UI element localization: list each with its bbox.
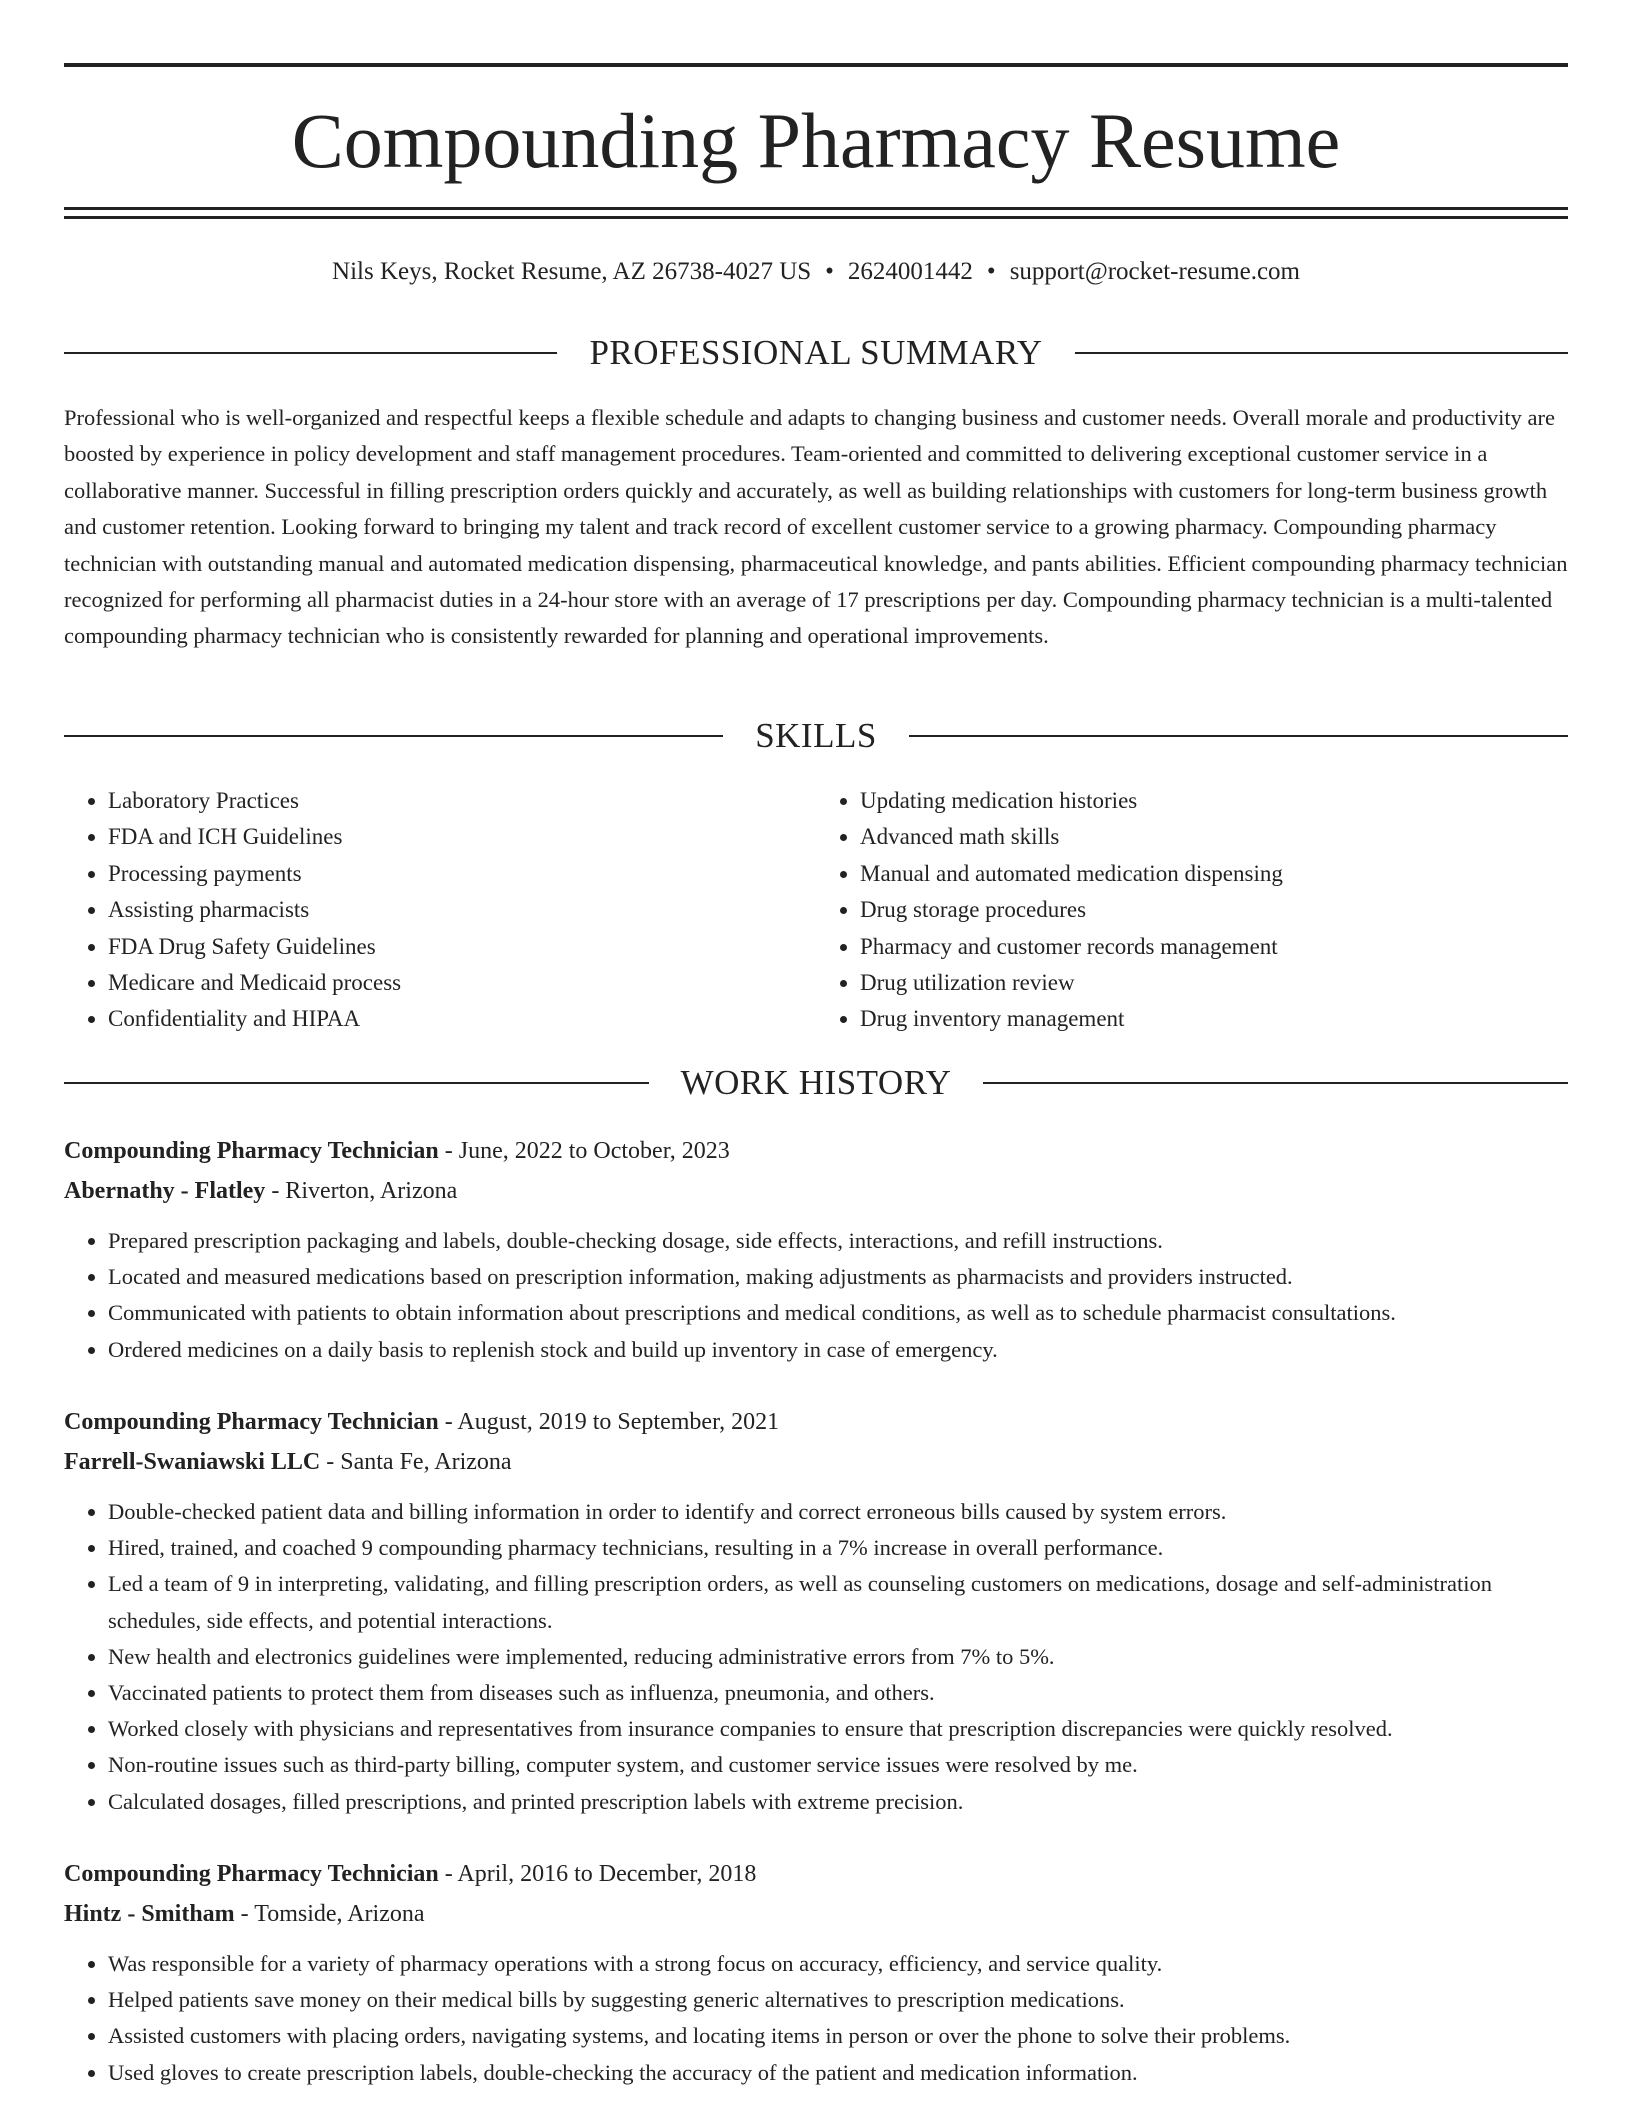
heading-rule xyxy=(909,735,1568,737)
job-bullet: • Used gloves to create prescription labels, double-checking the accuracy of the patient and medication information. xyxy=(108,2055,1568,2091)
skill-item: • Drug inventory management xyxy=(860,1001,1568,1037)
section-heading-skills xyxy=(64,714,1568,758)
job-bullets xyxy=(64,1494,1568,1820)
job-title-line xyxy=(64,1131,1568,1171)
job-dates: - June, 2022 to October, 2023 xyxy=(438,1138,730,1164)
job-company: Abernathy - Flatley xyxy=(64,1178,266,1204)
job-location: - Santa Fe, Arizona xyxy=(320,1449,512,1475)
job-bullet: • Worked closely with physicians and representatives from insurance companies to ensure that prescription discrepancies were quickly resolved. xyxy=(108,1711,1568,1747)
job-title-line xyxy=(64,1854,1568,1894)
job-company-line xyxy=(64,1171,1568,1211)
skill-item: • FDA Drug Safety Guidelines xyxy=(108,929,816,965)
summary-text: Professional who is well-organized and respectful keeps a flexible schedule and adapts to changing business and customer needs. Overall morale and productivity are boosted by experience in policy development and staff management procedures. Team-oriented and committed to delivering exceptional customer service in a collaborative manner. Successful in filling prescription orders quickly and accurately, as well as building relationships with customers for long-term business growth and customer retention. Looking forward to bringing my talent and track record of excellent customer service to a growing pharmacy. Compounding pharmacy technician with outstanding manual and automated medication dispensing, pharmaceutical knowledge, and pants abilities. Efficient compounding pharmacy technician recognized for performing all pharmacist duties in a 24-hour store with an average of 17 prescriptions per day. Compounding pharmacy technician is a multi-talented compounding pharmacy technician who is consistently rewarded for planning and operational improvements. xyxy=(64,405,1568,649)
job-bullet: • Vaccinated patients to protect them from diseases such as influenza, pneumonia, and others. xyxy=(108,1675,1568,1711)
skill-item: • Drug storage procedures xyxy=(860,892,1568,928)
contact-address: Nils Keys, Rocket Resume, AZ 26738-4027 US xyxy=(332,258,812,285)
job-bullet: • New health and electronics guidelines were implemented, reducing administrative errors from 7% to 5%. xyxy=(108,1639,1568,1675)
job-bullets xyxy=(64,1946,1568,2091)
job-dates: - April, 2016 to December, 2018 xyxy=(438,1861,757,1887)
skill-item: • Processing payments xyxy=(108,856,816,892)
job-entry xyxy=(64,1854,1568,2091)
section-heading-summary xyxy=(64,331,1568,375)
heading-rule xyxy=(1075,352,1568,354)
job-bullet: • Prepared prescription packaging and labels, double-checking dosage, side effects, interactions, and refill instructions. xyxy=(108,1223,1568,1259)
contact-phone: 2624001442 xyxy=(847,258,973,285)
job-title: Compounding Pharmacy Technician xyxy=(64,1138,439,1164)
job-bullet: • Led a team of 9 in interpreting, validating, and filling prescription orders, as well as counseling customers on medications, dosage and self-administration schedules, side effects, and potential interactions. xyxy=(108,1566,1568,1638)
job-company: Farrell-Swaniawski LLC xyxy=(64,1449,321,1475)
skill-item: • Assisting pharmacists xyxy=(108,892,816,928)
contact-line xyxy=(64,254,1568,290)
skills-column-left xyxy=(64,783,816,1038)
job-bullets xyxy=(64,1223,1568,1368)
section-title-work: WORK HISTORY xyxy=(680,1063,952,1102)
job-location: - Tomside, Arizona xyxy=(234,1901,425,1927)
job-bullet: • Calculated dosages, filled prescriptions, and printed prescription labels with extreme precision. xyxy=(108,1784,1568,1820)
skill-item: • Manual and automated medication dispensing xyxy=(860,856,1568,892)
job-bullet: • Hired, trained, and coached 9 compounding pharmacy technicians, resulting in a 7% increase in overall performance. xyxy=(108,1530,1568,1566)
skill-item: • Advanced math skills xyxy=(860,819,1568,855)
job-title: Compounding Pharmacy Technician xyxy=(64,1409,439,1435)
skills-list xyxy=(64,783,1568,1038)
job-bullet: • Was responsible for a variety of pharmacy operations with a strong focus on accuracy, efficiency, and service quality. xyxy=(108,1946,1568,1982)
title-double-rule xyxy=(64,207,1568,219)
skill-item: • Medicare and Medicaid process xyxy=(108,965,816,1001)
job-company-line xyxy=(64,1442,1568,1482)
job-title: Compounding Pharmacy Technician xyxy=(64,1861,439,1887)
job-location: - Riverton, Arizona xyxy=(265,1178,458,1204)
job-entry xyxy=(64,1131,1568,1368)
skill-item: • FDA and ICH Guidelines xyxy=(108,819,816,855)
job-bullet: • Helped patients save money on their medical bills by suggesting generic alternatives to prescription medications. xyxy=(108,1982,1568,2018)
heading-rule xyxy=(983,1082,1568,1084)
heading-rule xyxy=(64,1082,649,1084)
job-bullet: • Assisted customers with placing orders, navigating systems, and locating items in person or over the phone to solve their problems. xyxy=(108,2018,1568,2054)
job-bullet: • Double-checked patient data and billing information in order to identify and correct erroneous bills caused by system errors. xyxy=(108,1494,1568,1530)
contact-separator: • xyxy=(825,258,834,285)
section-title-skills: SKILLS xyxy=(755,716,877,755)
section-title-summary: PROFESSIONAL SUMMARY xyxy=(589,333,1043,372)
skills-column-right xyxy=(816,783,1568,1038)
job-bullet: • Ordered medicines on a daily basis to replenish stock and build up inventory in case of emergency. xyxy=(108,1332,1568,1368)
job-bullet: • Located and measured medications based on prescription information, making adjustments as pharmacists and providers instructed. xyxy=(108,1259,1568,1295)
section-heading-work xyxy=(64,1061,1568,1105)
job-company-line xyxy=(64,1894,1568,1934)
top-rule xyxy=(64,63,1568,67)
job-dates: - August, 2019 to September, 2021 xyxy=(438,1409,780,1435)
job-title-line xyxy=(64,1402,1568,1442)
heading-rule xyxy=(64,352,557,354)
job-bullet: • Communicated with patients to obtain information about prescriptions and medical conditions, as well as to schedule pharmacist consultations. xyxy=(108,1295,1568,1331)
resume-title: Compounding Pharmacy Resume xyxy=(291,97,1341,184)
skill-item: • Confidentiality and HIPAA xyxy=(108,1001,816,1037)
heading-rule xyxy=(64,735,723,737)
skill-item: • Laboratory Practices xyxy=(108,783,816,819)
contact-email: support@rocket-resume.com xyxy=(1009,258,1300,285)
job-bullet: • Non-routine issues such as third-party billing, computer system, and customer service issues were resolved by me. xyxy=(108,1747,1568,1783)
contact-separator: • xyxy=(986,258,996,285)
job-company: Hintz - Smitham xyxy=(64,1901,235,1927)
skill-item: • Updating medication histories xyxy=(860,783,1568,819)
skill-item: • Drug utilization review xyxy=(860,965,1568,1001)
skill-item: • Pharmacy and customer records management xyxy=(860,929,1568,965)
job-entry xyxy=(64,1402,1568,1820)
